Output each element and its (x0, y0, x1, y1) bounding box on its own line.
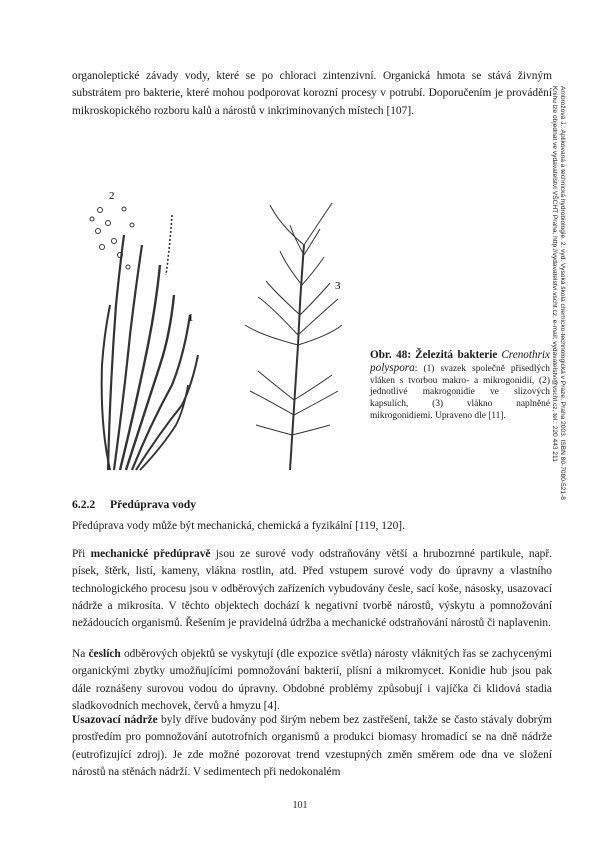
paragraph-4-bold: Usazovací nádrže (72, 714, 158, 726)
paragraph-2-rest: jsou ze surové vody odstraňovány větší a hrubozrnné partikule, např. písek, štěrk, listí, kameny, vlákna rostlin, atd. Před vstupem surové vody do úpravny a vlastního technologického procesu jsou v odběrových zařízeních vybudovány česle, sací koše, násosky, usazovací nádrže a mikrosíta. V těchto objektech dochází k negativní tvorbě nárostů, výskytu a pomnožování nežádoucích organismů. Řešením je pravidelná údržba a mechanické odstraňování nárostů či naplavenin. (72, 548, 553, 630)
caption-species: Crenothrix polyspora (370, 349, 551, 374)
paragraph-3 (72, 646, 552, 715)
paragraph-2-bold: mechanické předúpravě (90, 548, 211, 560)
figure-label-2: 2 (109, 190, 115, 202)
caption-prefix: Obr. 48: (370, 349, 412, 361)
paragraph-2-pre: Při (72, 548, 91, 560)
figure-label-1: 1 (188, 312, 194, 324)
paragraph-4 (72, 712, 552, 781)
crenothrix-figure (80, 185, 380, 475)
paragraph-4-rest: byly dříve budovány pod širým nebem bez zastřešení, takže se často stávaly dobrým prostředím pro pomnožování autotrofních organismů a produkci biomasy hromadící se na dně nádrže (eutrofizující zdroj). Je zde možné pozorovat trend vzestupných změn směrem ode dna ve složení nárostů na stěnách nádrží. V sedimentech při nedokonalém (72, 714, 552, 778)
copyright-side-note (550, 86, 566, 606)
section-heading (72, 498, 552, 511)
paragraph-3-bold: česlích (88, 648, 121, 660)
paragraph-2 (72, 546, 552, 632)
section-number: 6.2.2 (72, 498, 96, 511)
paragraph-1: Předúprava vody může být mechanická, chemická a fyzikální [119, 120]. (72, 520, 405, 532)
figure-caption (370, 350, 550, 423)
caption-title: Železitá bakterie (415, 349, 498, 361)
paragraph-3-pre: Na (72, 648, 89, 660)
page-number: 101 (292, 800, 308, 811)
side-note-line-1: Ambrožová J.: Aplikovaná a technická hydrobiologie. 2. vyd. Vysoká škola chemicko-technologická v Praze, Praha 2003. ISBN 80-7080-521-8 (559, 86, 566, 500)
intro-paragraph: organoleptické závady vody, které se po chloraci zintenzivní. Organická hmota se stává živným substrátem pro bakterie, které mohou podporovat korozní procesy v potrubí. Doporučením je provádění mikroskopického rozboru kalů a nárostů v inkriminovaných místech [107]. (72, 70, 552, 117)
caption-rest: : (1) svazek společně přisedlých vláken s tvorbou makro- a mikrogonidií, (2) jednotlivé makrogonidie ve slizových kapsulích, (3) vlákno naplněné mikrogonidiemi. Upraveno dle [11]. (370, 363, 550, 421)
crenothrix-illustration (80, 185, 380, 475)
paragraph-3-rest: odběrových objektů se vyskytují (dle expozice světla) nárosty vláknitých řas se zachycenými organickými zbytky umožňujícími pomnožování bakterií, plísní a mikromycet. Konidie hub jsou pak dále roznášeny surovou vodou do úpravny. Obdobné problémy způsobují i vajíčka či klidová stadia sladkovodních mechovek, červů a hmyzu [4]. (72, 648, 552, 712)
side-note-line-2: Knihu lze objednat ve vydavatelství VŠCHT Praha, http://vydavatelstvi.vscht.cz, e-mail: vydavatelstvi@vscht.cz, tel.: 220 443 211 (551, 86, 558, 462)
section-title: Předúprava vody (110, 498, 196, 511)
figure-label-3: 3 (335, 280, 341, 292)
